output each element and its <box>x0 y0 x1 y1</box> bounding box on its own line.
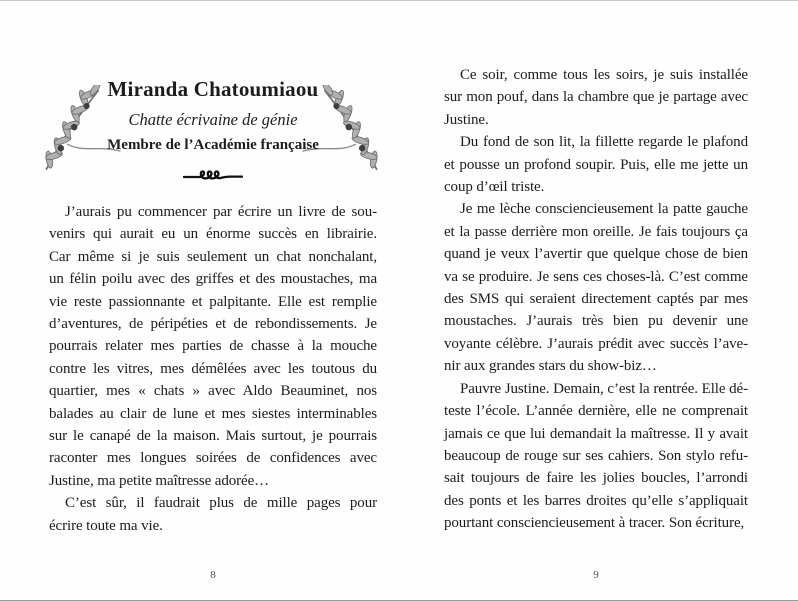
paragraph <box>444 378 748 535</box>
text-line: sait toujours de faire les jolies boucles, l’arrondi <box>444 470 748 487</box>
text-line: Ce soir, comme tous les soirs, je suis installée <box>460 67 748 83</box>
text-line: coup d’œil triste. <box>444 179 545 196</box>
rope-knot-divider-icon <box>183 167 243 185</box>
text-line: et pousse un profond soupir. Puis, elle me jette un <box>444 156 748 173</box>
text-line: beaucoup de rouge sur ses cahiers. Son stylo refu- <box>444 447 748 464</box>
paragraph <box>444 198 748 377</box>
paragraph <box>49 201 377 492</box>
paragraph <box>444 131 748 198</box>
text-line: Pauvre Justine. Demain, c’est la rentrée. Elle dé- <box>460 380 748 397</box>
page-number-left: 8 <box>210 569 216 581</box>
text-line: sur mon pouf, dans la chambre que je partage avec <box>444 89 748 106</box>
text-line: Du fond de son lit, la fillette regarde le plafond <box>460 134 748 151</box>
text-line: quand je veux l’avertir que quelque chose de bien <box>444 246 748 263</box>
text-line: voyante célèbre. J’aurais prédit avec succès l’ave- <box>444 335 748 352</box>
text-line: moustaches. J’aurais très bien pu devenir une <box>444 313 748 330</box>
text-line: vie reste passionnante et palpitante. Elle est remplie <box>49 293 377 310</box>
page-number-right: 9 <box>593 569 599 581</box>
text-line: nir aux grandes stars du show-biz… <box>444 358 657 375</box>
text-line: écrire toute ma vie. <box>49 517 163 534</box>
text-line: J’aurais pu commencer par écrire un livre de sou- <box>65 204 377 220</box>
text-line: contre les vitres, mes démêlées avec les toutous du <box>49 360 377 377</box>
text-line: va se produire. Je sens ces choses-là. C’est comme <box>444 268 748 285</box>
text-line: jamais ce que lui demandait la maîtresse. Il y avait <box>444 425 748 442</box>
author-affiliation: Membre de l’Académie française <box>107 137 319 153</box>
text-line: venirs qui aurait eu un énorme succès en librairie. <box>49 226 377 243</box>
text-line: et la passe derrière mon oreille. Je fais toujours ça <box>444 223 748 240</box>
text-line: teste l’école. L’année dernière, elle ne comprenait <box>444 403 748 420</box>
left-page-text <box>49 201 377 537</box>
text-line: Car même si je suis seulement un chat nonchalant, <box>49 248 377 265</box>
text-line: d’aventures, de péripéties et de rebondissements. Je <box>49 316 377 333</box>
author-subtitle: Chatte écrivaine de génie <box>128 110 298 129</box>
paragraph <box>444 64 748 131</box>
author-name: Miranda Chatoumiaou <box>107 77 319 101</box>
text-line: quartier, mes « chats » avec Aldo Beauminet, nos <box>49 383 377 400</box>
text-line: des SMS qui seraient directement captés par mes <box>444 291 748 308</box>
page-left <box>49 1 377 601</box>
text-line: pourrais relater mes parties de chasse à la mouche <box>49 338 377 355</box>
paragraph <box>49 492 377 537</box>
text-line: sur le canapé de la maison. Mais surtout, je pourrais <box>49 428 377 445</box>
text-line: un félin poilu avec des griffes et des moustaches, ma <box>49 271 377 288</box>
text-line: balades au clair de lune et mes siestes interminables <box>49 405 377 422</box>
page-right <box>444 1 748 601</box>
text-line: raconter mes longues soirées de confidences avec <box>49 450 377 467</box>
text-line: Justine, ma petite maîtresse adorée… <box>49 472 270 489</box>
text-line: Justine. <box>444 111 489 128</box>
text-line: des ponts et les barres droites qu’elle s’appliquait <box>444 492 748 509</box>
text-line: Je me lèche consciencieusement la patte gauche <box>460 201 748 218</box>
text-line: C’est sûr, il faudrait plus de mille pages pour <box>65 495 377 512</box>
right-page-text <box>444 64 748 535</box>
text-line: pourtant consciencieusement à tracer. Son écriture, <box>444 515 745 532</box>
